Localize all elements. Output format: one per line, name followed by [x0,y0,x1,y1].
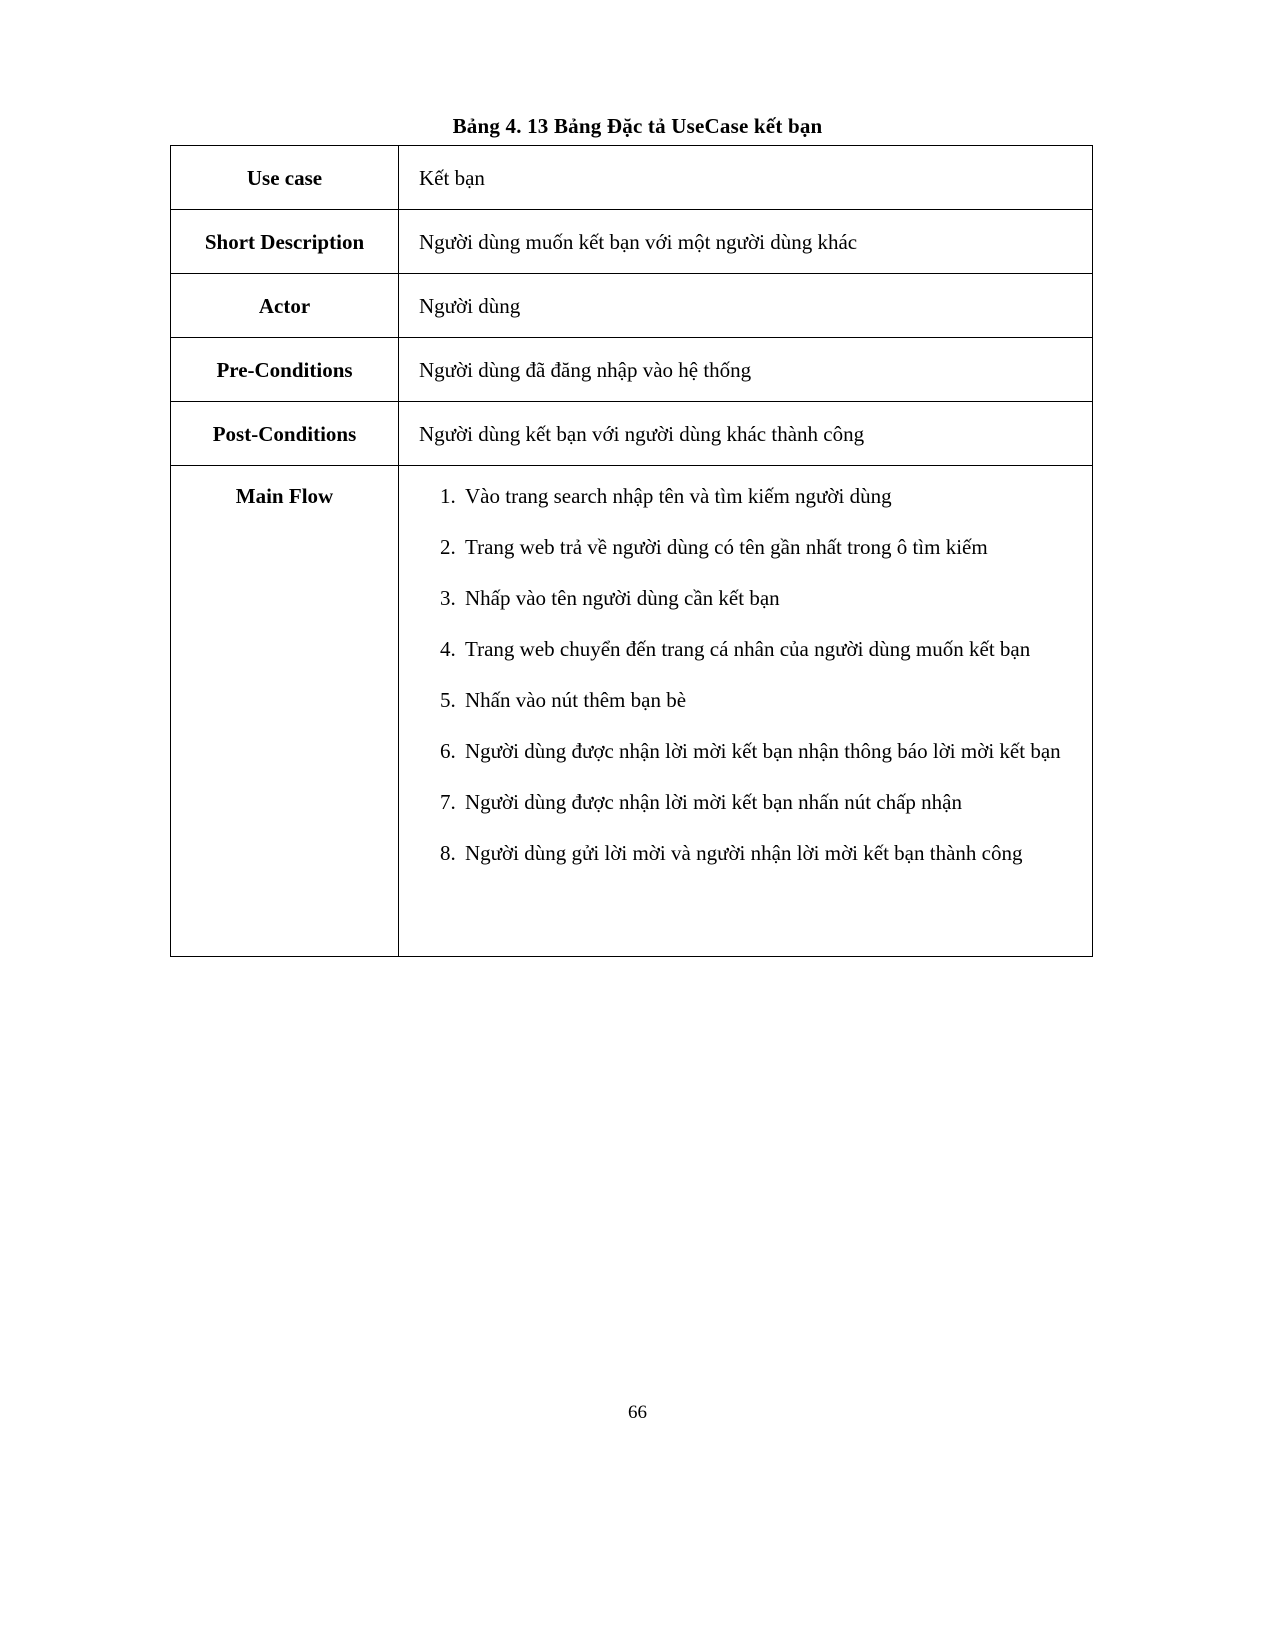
row-value-short-description: Người dùng muốn kết bạn với một người dùng khác [399,210,1093,274]
main-flow-step: 5. Nhấn vào nút thêm bạn bè [461,687,1078,713]
main-flow-step: 3. Nhấp vào tên người dùng cần kết bạn [461,585,1078,611]
row-value-post-conditions: Người dùng kết bạn với người dùng khác thành công [399,402,1093,466]
main-flow-step: 8. Người dùng gửi lời mời và người nhận lời mời kết bạn thành công [461,840,1078,866]
row-value-pre-conditions: Người dùng đã đăng nhập vào hệ thống [399,338,1093,402]
table-caption: Bảng 4. 13 Bảng Đặc tả UseCase kết bạn [452,114,823,138]
table-row-short-description [171,210,1093,274]
table-row-actor [171,274,1093,338]
row-value-main-flow [399,466,1093,957]
row-label-main-flow: Main Flow [171,466,399,957]
main-flow-step: 2. Trang web trả về người dùng có tên gần nhất trong ô tìm kiếm [461,534,1078,560]
row-value-use-case: Kết bạn [399,146,1093,210]
table-row-post-conditions [171,402,1093,466]
row-label-post-conditions: Post-Conditions [171,402,399,466]
table-row-main-flow [171,466,1093,957]
row-value-actor: Người dùng [399,274,1093,338]
row-label-short-description: Short Description [171,210,399,274]
row-label-actor: Actor [171,274,399,338]
page-number: 66 [628,1402,647,1423]
row-label-pre-conditions: Pre-Conditions [171,338,399,402]
main-flow-step: 1. Vào trang search nhập tên và tìm kiếm người dùng [461,483,1078,509]
table-row-use-case [171,146,1093,210]
main-flow-step: 6. Người dùng được nhận lời mời kết bạn nhận thông báo lời mời kết bạn [461,738,1078,764]
table-row-pre-conditions [171,338,1093,402]
main-flow-step: 7. Người dùng được nhận lời mời kết bạn nhấn nút chấp nhận [461,789,1078,815]
main-flow-step: 4. Trang web chuyển đến trang cá nhân của người dùng muốn kết bạn [461,636,1078,662]
usecase-spec-table [170,145,1093,957]
main-flow-list [419,483,1078,866]
row-label-use-case: Use case [171,146,399,210]
